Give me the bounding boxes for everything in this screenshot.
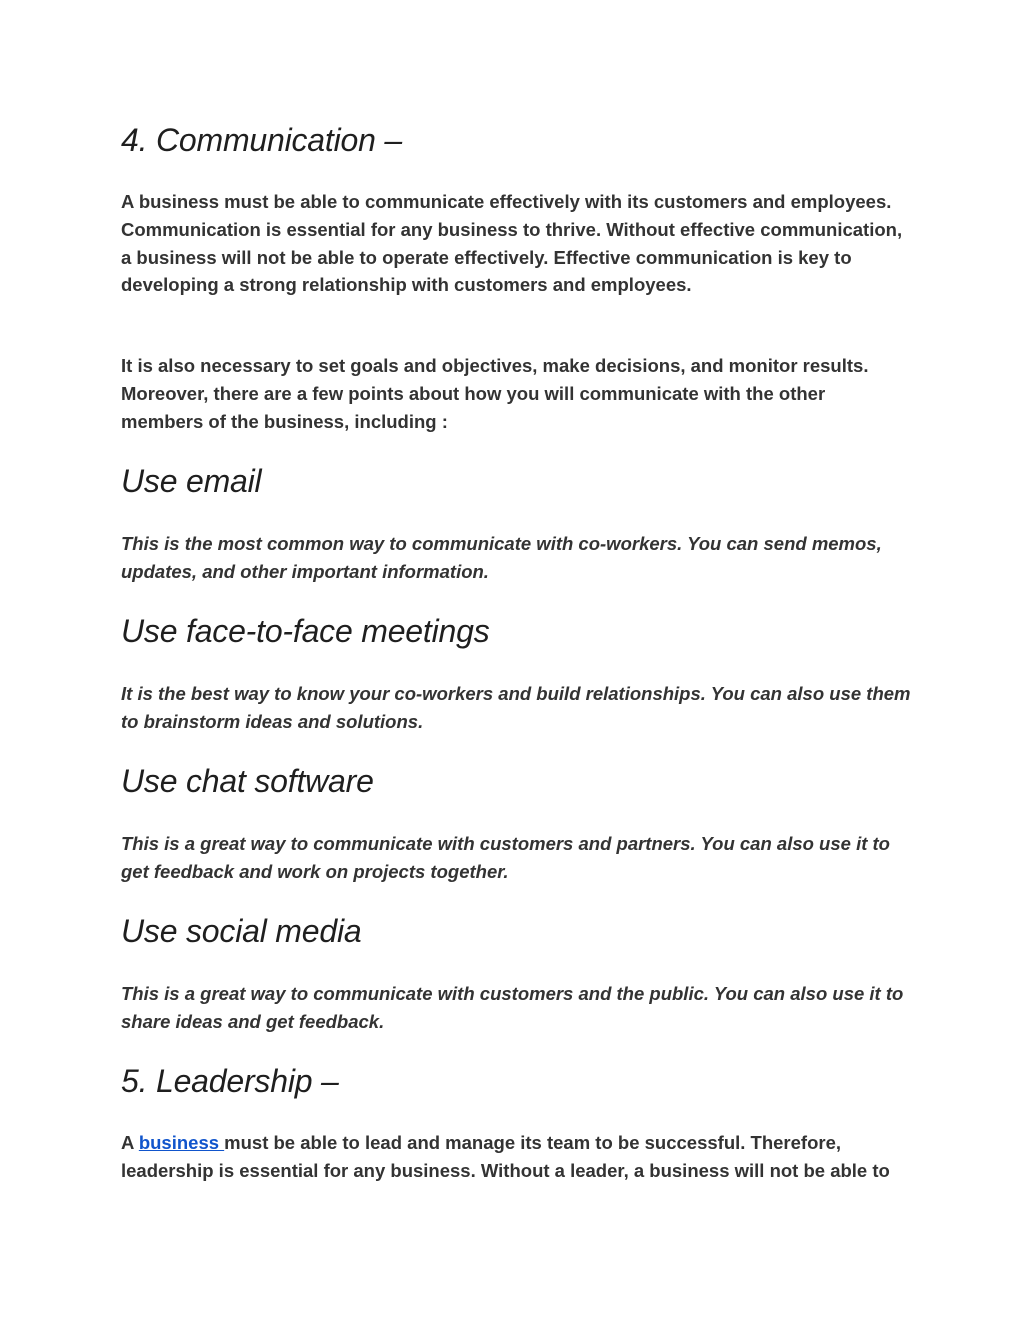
- paragraph-chat-software: This is a great way to communicate with customers and partners. You can also use it to get feedback and work on projects together.: [121, 833, 890, 882]
- paragraph-communication-intro: A business must be able to communicate effectively with its customers and employees. Communication is essential for any business to thrive. Without effective communication, a business will not be able to operate effectively. Effective communication is key to developing a strong relationship with customers and employees.: [121, 191, 903, 296]
- paragraph-use-email: This is the most common way to communicate with co-workers. You can send memos, updates, and other important information.: [121, 533, 882, 582]
- heading-use-email: Use email: [121, 463, 262, 499]
- business-link[interactable]: business: [138, 1132, 225, 1153]
- paragraph-communication-goals: It is also necessary to set goals and objectives, make decisions, and monitor results. Moreover, there are a few points about how you will communicate with the other members of the business, including :: [121, 355, 869, 432]
- heading-leadership: 5. Leadership –: [121, 1063, 339, 1099]
- paragraph-social-media: This is a great way to communicate with customers and the public. You can also use it to share ideas and get feedback.: [121, 983, 904, 1032]
- leadership-prefix: A: [121, 1132, 139, 1153]
- heading-communication: 4. Communication –: [121, 122, 402, 158]
- paragraph-leadership: [121, 1129, 911, 1185]
- heading-use-face-to-face-meetings: Use face-to-face meetings: [121, 613, 490, 649]
- leadership-rest: must be able to lead and manage its team to be successful. Therefore, leadership is essential for any business. Without a leader, a business will not be able to: [121, 1132, 890, 1181]
- heading-use-chat-software: Use chat software: [121, 763, 374, 799]
- paragraph-face-to-face-meetings: It is the best way to know your co-workers and build relationships. You can also use them to brainstorm ideas and solutions.: [121, 683, 911, 732]
- heading-use-social-media: Use social media: [121, 913, 362, 949]
